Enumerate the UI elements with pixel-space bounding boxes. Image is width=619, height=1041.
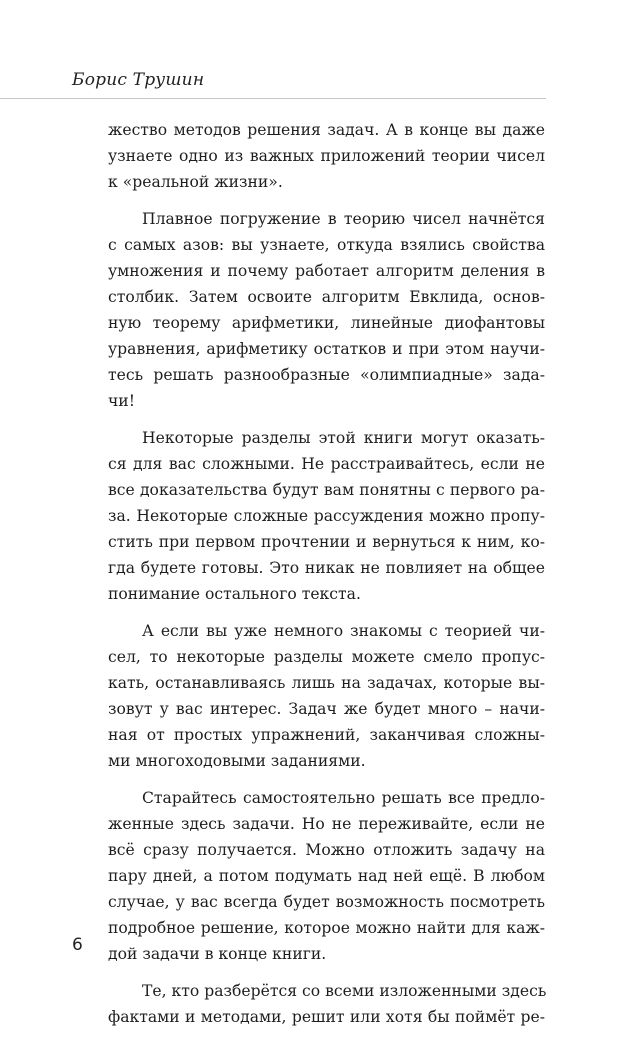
text-line: Те, кто разберётся со всеми изложенными здесь — [142, 982, 547, 1000]
text-line: умножения и почему работает алгоритм деления в — [108, 262, 545, 280]
paragraph — [108, 206, 545, 414]
text-line: всё сразу получается. Можно отложить задачу на — [108, 841, 545, 859]
text-line: столбик. Затем освоите алгоритм Евклида, основ- — [108, 288, 545, 306]
text-line: женные здесь задачи. Но не переживайте, если не — [108, 815, 545, 833]
text-line: за. Некоторые сложные рассуждения можно пропу- — [108, 507, 545, 525]
text-line: к «реальной жизни». — [108, 173, 283, 191]
text-line: стить при первом прочтении и вернуться к ним, ко- — [108, 533, 545, 551]
text-line: Некоторые разделы этой книги могут оказать- — [142, 429, 545, 447]
text-line: узнаете одно из важных приложений теории чисел — [108, 147, 545, 165]
text-line: дой задачи в конце книги. — [108, 945, 327, 963]
text-line: чи! — [108, 392, 135, 410]
text-line: все доказательства будут вам понятны с первого ра- — [108, 481, 545, 499]
text-line: с самых азов: вы узнаете, откуда взялись свойства — [108, 236, 545, 254]
paragraph — [108, 117, 545, 195]
text-line: Старайтесь самостоятельно решать все предло- — [142, 789, 545, 807]
text-block — [108, 117, 545, 1041]
paragraph — [108, 618, 545, 774]
text-line: гда будете готовы. Это никак не повлияет на общее — [108, 559, 545, 577]
paragraph — [108, 978, 545, 1030]
paragraph — [108, 425, 545, 607]
text-line: ми многоходовыми заданиями. — [108, 752, 366, 770]
page-number: 6 — [72, 935, 83, 955]
text-line: подробное решение, которое можно найти для каж- — [108, 919, 545, 937]
text-line: понимание остального текста. — [108, 585, 361, 603]
text-line: ная от простых упражнений, заканчивая сложны- — [108, 726, 545, 744]
text-line: Плавное погружение в теорию чисел начнётся — [142, 210, 545, 228]
text-line: ную теорему арифметики, линейные диофантовы — [108, 314, 545, 332]
text-line: уравнения, арифметику остатков и при этом научи- — [108, 340, 545, 358]
text-line: зовут у вас интерес. Задач же будет много – начи- — [108, 700, 545, 718]
text-line: пару дней, а потом подумать над ней ещё. В любом — [108, 867, 545, 885]
paragraph — [108, 785, 545, 967]
running-head: Борис Трушин — [72, 70, 205, 90]
text-line: фактами и методами, решит или хотя бы поймёт ре- — [108, 1008, 545, 1026]
text-line: ся для вас сложными. Не расстраивайтесь, если не — [108, 455, 545, 473]
text-line: случае, у вас всегда будет возможность посмотреть — [108, 893, 545, 911]
text-line: А если вы уже немного знакомы с теорией чи- — [142, 622, 545, 640]
text-line: жество методов решения задач. А в конце вы даже — [108, 121, 545, 139]
text-line: тесь решать разнообразные «олимпиадные» зада- — [108, 366, 545, 384]
header-rule — [0, 98, 546, 99]
text-line: кать, останавливаясь лишь на задачах, которые вы- — [108, 674, 545, 692]
text-line: сел, то некоторые разделы можете смело пропус- — [108, 648, 545, 666]
